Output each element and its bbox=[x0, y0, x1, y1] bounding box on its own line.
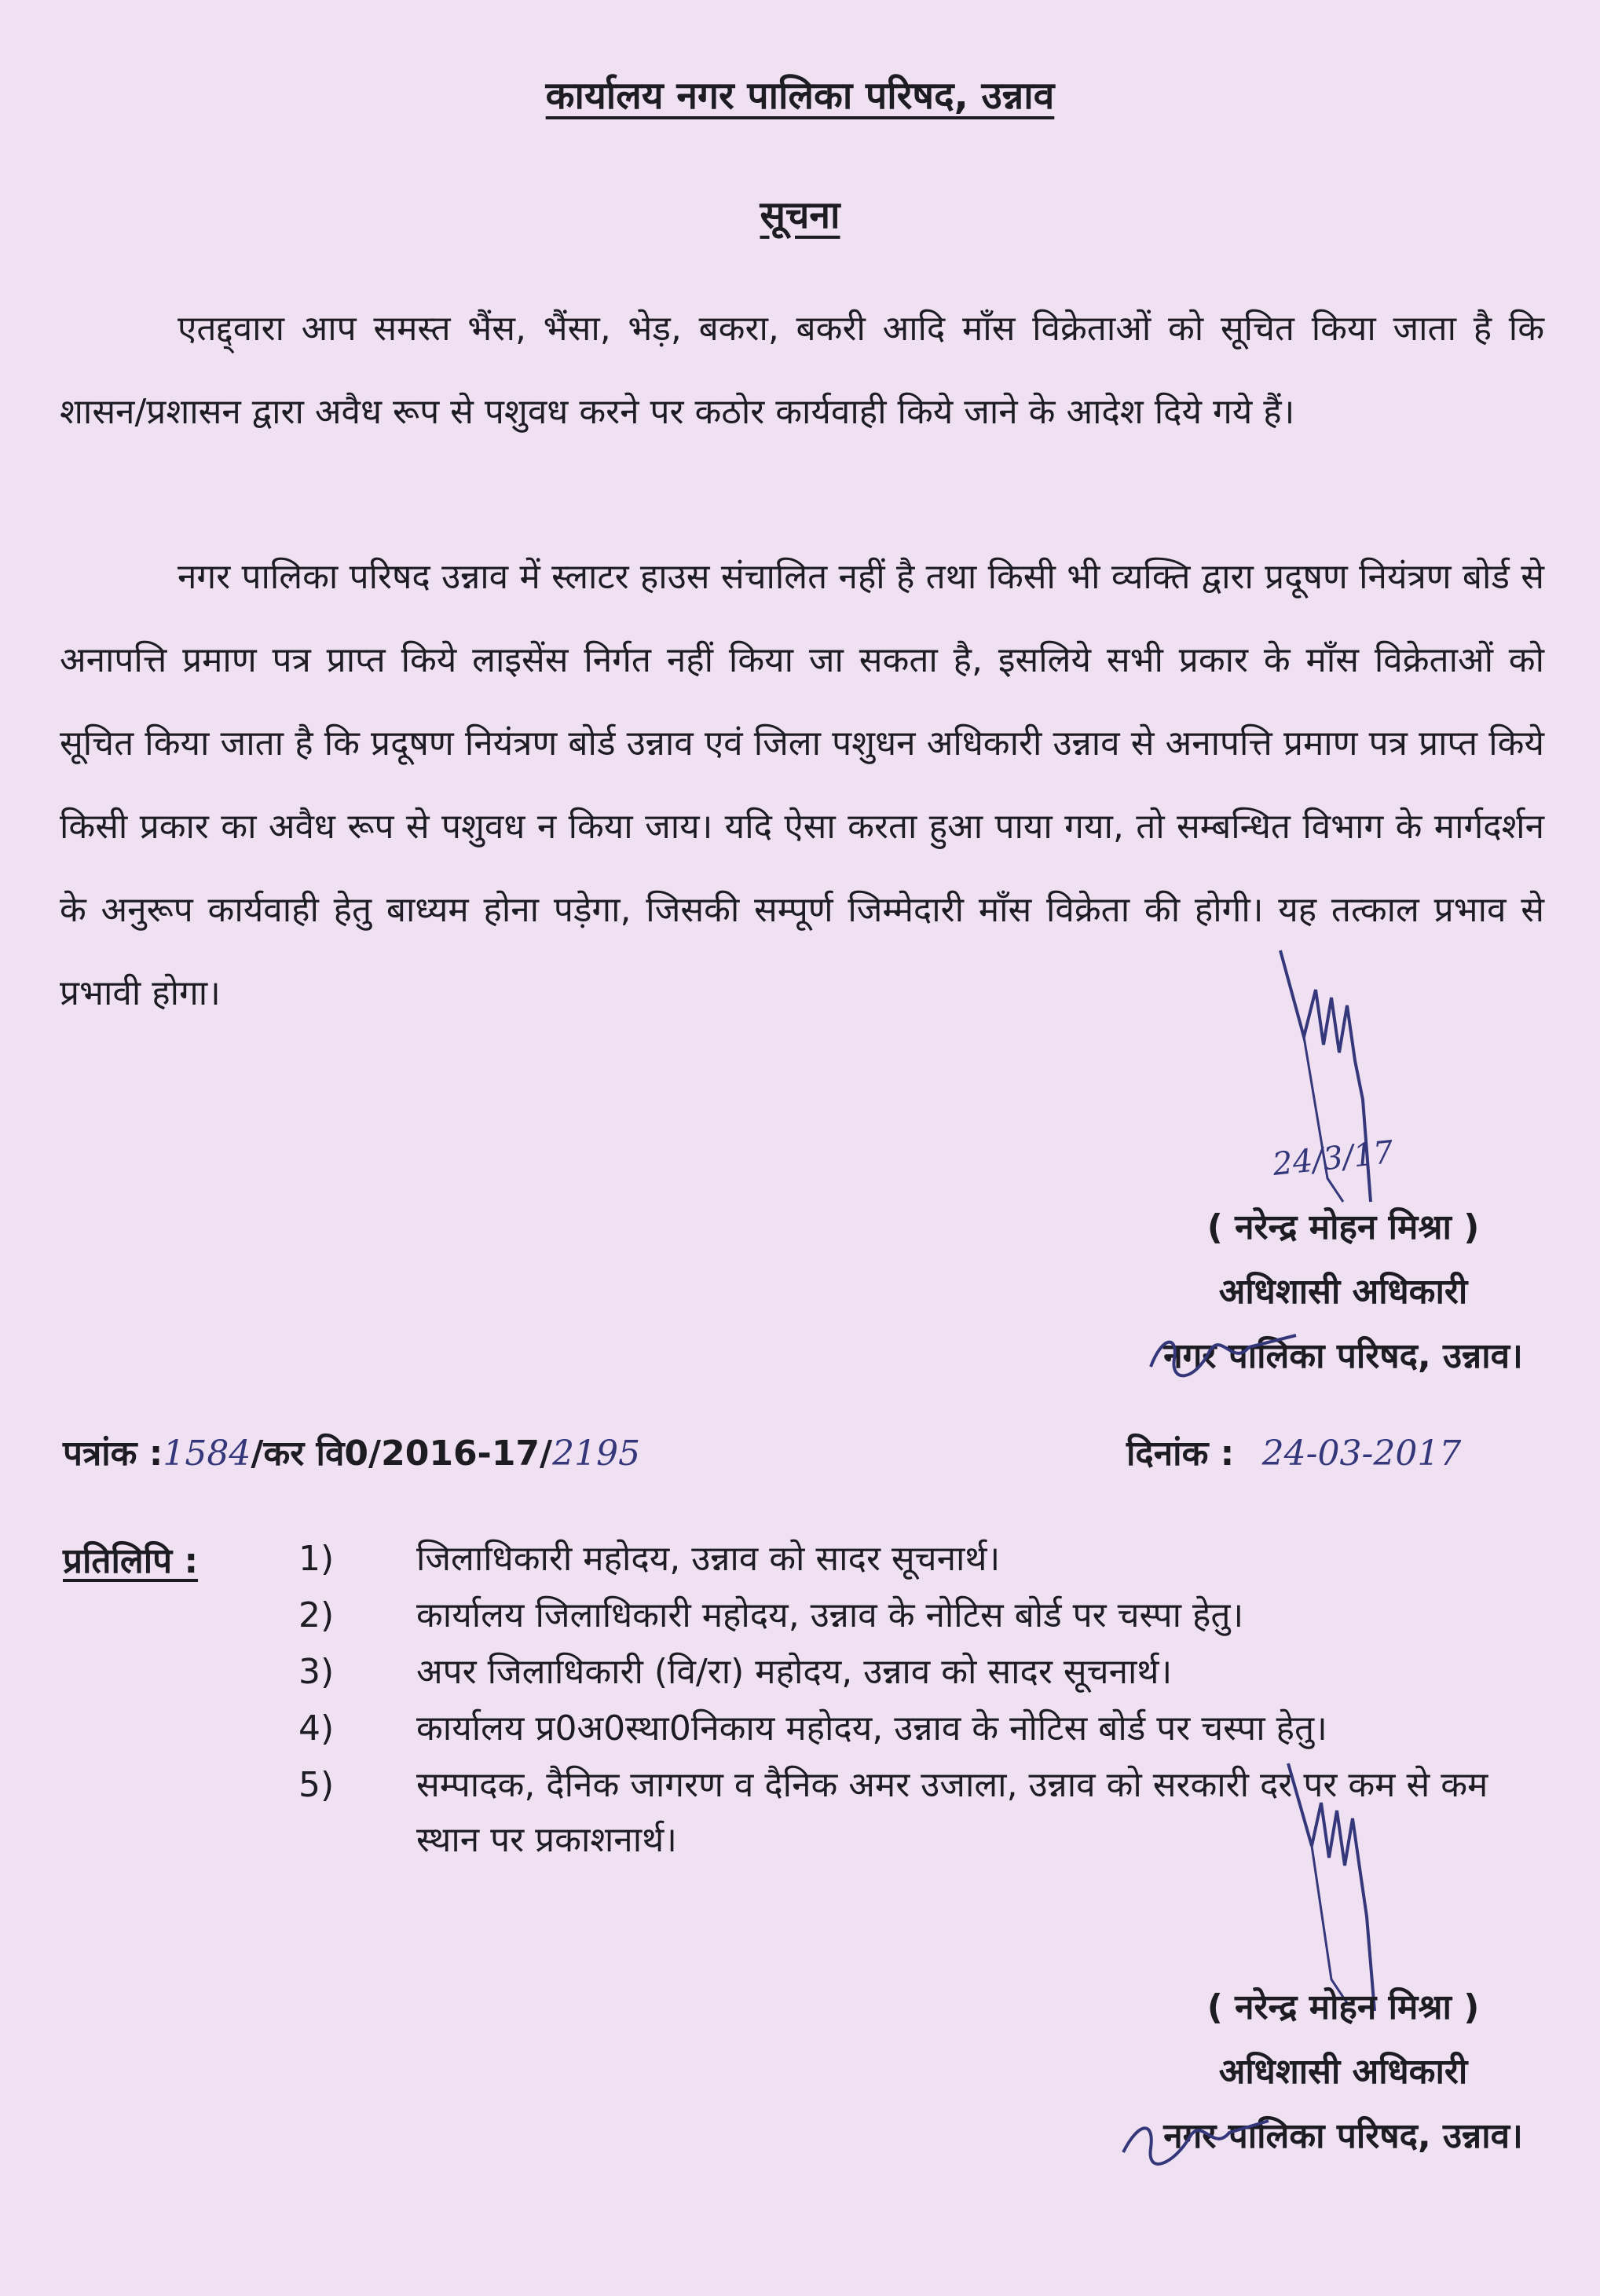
letter-number-label: पत्रांक : bbox=[63, 1434, 163, 1474]
copy-to-number: 4) bbox=[298, 1708, 335, 1749]
copy-to-number: 3) bbox=[298, 1652, 335, 1692]
copy-to-number: 5) bbox=[298, 1765, 335, 1805]
copy-to-text: अपर जिलाधिकारी (वि/रा) महोदय, उन्नाव को सादर सूचनार्थ। bbox=[416, 1652, 1173, 1692]
copy-to-text: कार्यालय जिलाधिकारी महोदय, उन्नाव के नोटिस बोर्ड पर चस्पा हेतु। bbox=[416, 1595, 1244, 1635]
date-hand: 24-03-2017 bbox=[1261, 1434, 1462, 1474]
copy-to-number: 2) bbox=[298, 1595, 335, 1635]
copy-to-number: 1) bbox=[298, 1539, 335, 1579]
signatory-office: नगर पालिका परिषद, उन्नाव। bbox=[1163, 1336, 1523, 1376]
copy-to-text: जिलाधिकारी महोदय, उन्नाव को सादर सूचनार्थ। bbox=[416, 1539, 1001, 1579]
letter-number-hand-2: 2195 bbox=[552, 1434, 641, 1474]
letter-number-hand-1: 1584 bbox=[163, 1434, 251, 1474]
handwritten-date: 24/3/17 bbox=[1271, 1134, 1396, 1183]
signatory-designation: अधिशासी अधिकारी bbox=[1218, 2052, 1468, 2092]
paragraph-2: नगर पालिका परिषद उन्नाव में स्लाटर हाउस संचालित नहीं है तथा किसी भी व्यक्ति द्वारा प्रदूषण नियंत्रण बोर्ड से अनापत्ति प्रमाण पत्र प्राप्त किये लाइसेंस निर्गत नहीं किया जा सकता है, इसलिये सभी प्रकार के माँस विक्रेताओं को सूचित किया जाता है कि प्रदूषण नियंत्रण बोर्ड उन्नाव एवं जिला पशुधन अधिकारी उन्नाव से अनापत्ति प्रमाण पत्र प्राप्त किये किसी प्रकार का अवैध रूप से पशुवध न किया जाय। यदि ऐसा करता हुआ पाया गया, तो सम्बन्धित विभाग के मार्गदर्शन के अनुरूप कार्यवाही हेतु बाध्यम होना पड़ेगा, जिसकी सम्पूर्ण जिम्मेदारी माँस विक्रेता की होगी। यह तत्काल प्रभाव से प्रभावी होगा। bbox=[60, 557, 1544, 1013]
initials-scribble bbox=[1147, 1327, 1304, 1382]
letter-number-printed: /कर वि0/2016-17/ bbox=[251, 1434, 553, 1474]
initials-scribble-2 bbox=[1115, 2105, 1272, 2168]
signatory-name: ( नरेन्द्र मोहन मिश्रा ) bbox=[1206, 1987, 1480, 2027]
notice-title: सूचना bbox=[760, 193, 840, 237]
copy-to-text: कार्यालय प्र0अ0स्था0निकाय महोदय, उन्नाव के नोटिस बोर्ड पर चस्पा हेतु। bbox=[416, 1708, 1327, 1749]
office-title: कार्यालय नगर पालिका परिषद, उन्नाव bbox=[545, 74, 1055, 118]
letter-date bbox=[1126, 1428, 1461, 1475]
signatory-designation: अधिशासी अधिकारी bbox=[1218, 1272, 1468, 1312]
copy-to-label: प्रतिलिपि : bbox=[63, 1541, 199, 1581]
signatory-office: नगर पालिका परिषद, उन्नाव। bbox=[1163, 2116, 1523, 2156]
letter-number bbox=[63, 1428, 640, 1475]
signature-scribble bbox=[1257, 943, 1390, 1225]
signatory-name: ( नरेन्द्र मोहन मिश्रा ) bbox=[1206, 1207, 1480, 1247]
copy-to-text: सम्पादक, दैनिक जागरण व दैनिक अमर उजाला, उन्नाव को सरकारी दर पर कम से कम स्थान पर प्रकाशनार्थ। bbox=[416, 1765, 1488, 1860]
paragraph-1: एतद्द्वारा आप समस्त भैंस, भैंसा, भेड़, बकरा, बकरी आदि माँस विक्रेताओं को सूचित किया जाता है कि शासन/प्रशासन द्वारा अवैध रूप से पशुवध करने पर कठोर कार्यवाही किये जाने के आदेश दिये गये हैं। bbox=[60, 309, 1544, 432]
date-label: दिनांक : bbox=[1126, 1434, 1235, 1474]
